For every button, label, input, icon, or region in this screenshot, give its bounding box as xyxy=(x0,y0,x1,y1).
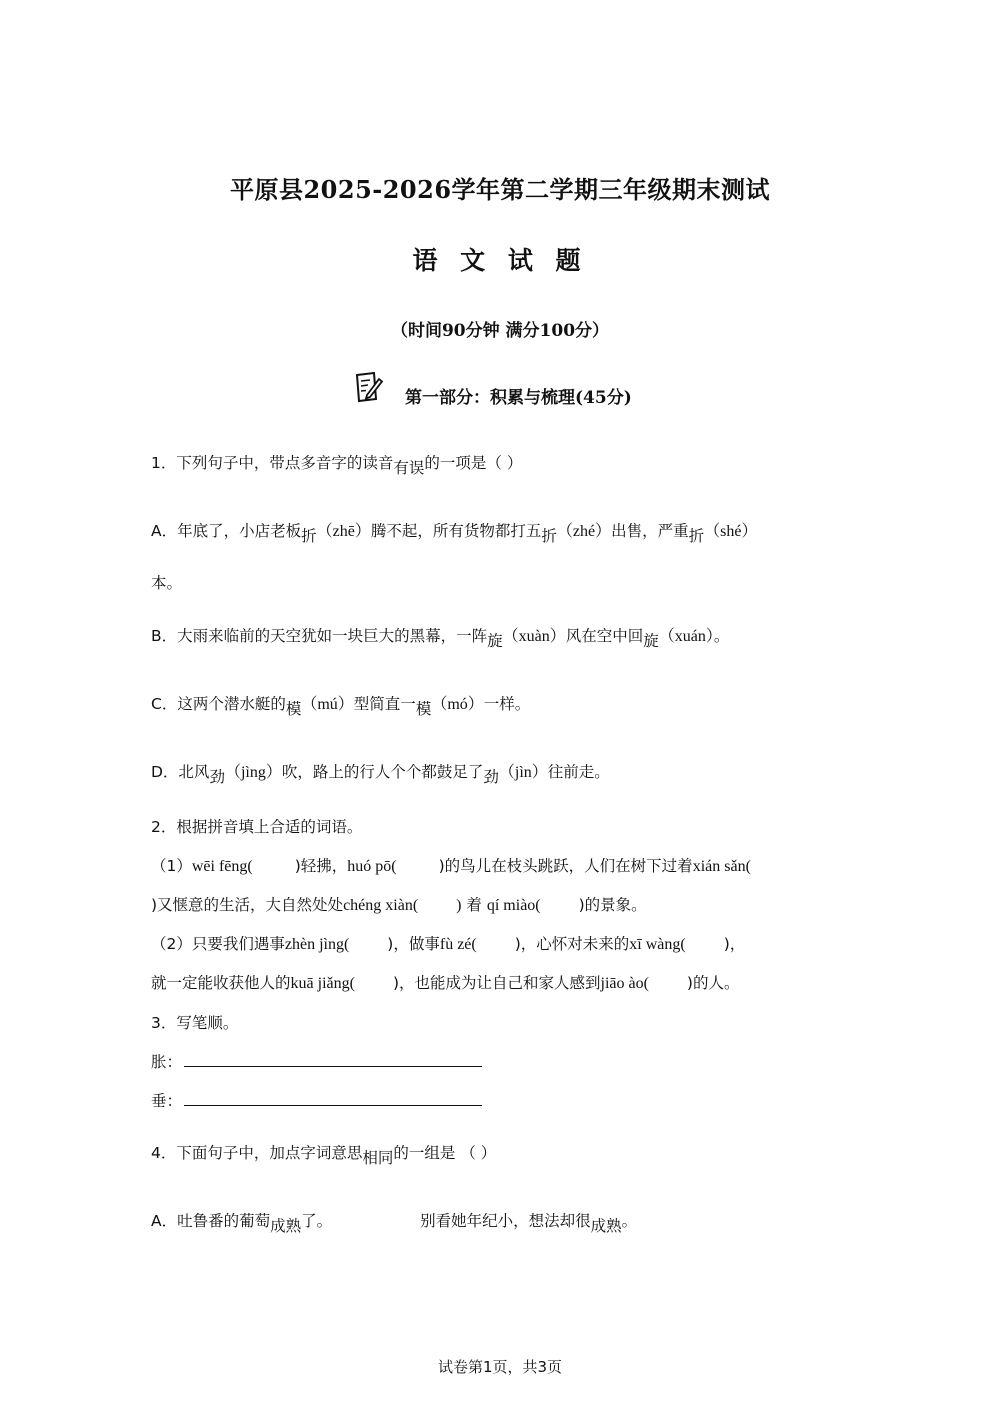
exam-time-score: （时间90分钟 满分100分） xyxy=(390,321,610,341)
q2-line-2: )又惬意的生活，大自然处处chéng xiàn( ) 着 qí miào( )的景象。 xyxy=(151,896,647,914)
q2-line-1: （1）wēi fēng( )轻拂，huó pō( )的鸟儿在枝头跳跃，人们在树下过着xián sǎn( xyxy=(151,857,751,875)
section-title: 第一部分：积累与梳理(45分) xyxy=(405,388,632,408)
question-2-stem: 2．根据拼音填上合适的词语。 xyxy=(151,818,363,836)
q4-option-a: A．吐鲁番的葡萄成熟了。 别看她年纪小，想法却很成熟。 xyxy=(151,1212,638,1235)
q1-option-c: C．这两个潜水艇的模（mú）型简直一模（mó）一样。 xyxy=(151,695,531,718)
answer-blank-1[interactable] xyxy=(184,1052,482,1067)
subject-title: 语 文 试 题 xyxy=(412,246,588,275)
q1-option-a-continued: 本。 xyxy=(151,574,183,592)
exam-title: 平原县2025-2026学年第二学期三年级期末测试 xyxy=(229,175,771,204)
answer-blank-2[interactable] xyxy=(184,1091,482,1106)
page-footer: 试卷第1页，共3页 xyxy=(437,1358,563,1376)
q1-option-d: D．北风劲（jìng）吹，路上的行人个个都鼓足了劲（jìn）往前走。 xyxy=(151,763,610,786)
section-heading xyxy=(350,371,750,411)
stroke-order-row-2: 垂： xyxy=(151,1090,482,1112)
q2-line-3: （2）只要我们遇事zhèn jìng( )，做事fù zé( )，心怀对未来的xī wàng( )， xyxy=(151,935,746,953)
question-1-stem: 1．下列句子中，带点多音字的读音有误的一项是（ ） xyxy=(151,454,523,477)
stroke-order-row-1: 胀： xyxy=(151,1051,482,1073)
dotted-word: 有误 xyxy=(393,459,425,477)
q2-line-4: 就一定能收获他人的kuā jiǎng( )，也能成为让自己和家人感到jiāo ào( )的人。 xyxy=(151,974,740,992)
q1-option-b: B．大雨来临前的天空犹如一块巨大的黑幕，一阵旋（xuàn）风在空中回旋（xuán）。 xyxy=(151,627,730,650)
question-3-stem: 3．写笔顺。 xyxy=(151,1014,239,1032)
question-4-stem: 4．下面句子中，加点字词意思相同的一组是 （ ） xyxy=(151,1144,497,1167)
pencil-paper-icon xyxy=(354,371,384,403)
dotted-word: 相同 xyxy=(362,1149,394,1167)
q1-option-a: A．年底了，小店老板折（zhē）腾不起，所有货物都打五折（zhé）出售，严重折（shé） xyxy=(151,522,758,545)
